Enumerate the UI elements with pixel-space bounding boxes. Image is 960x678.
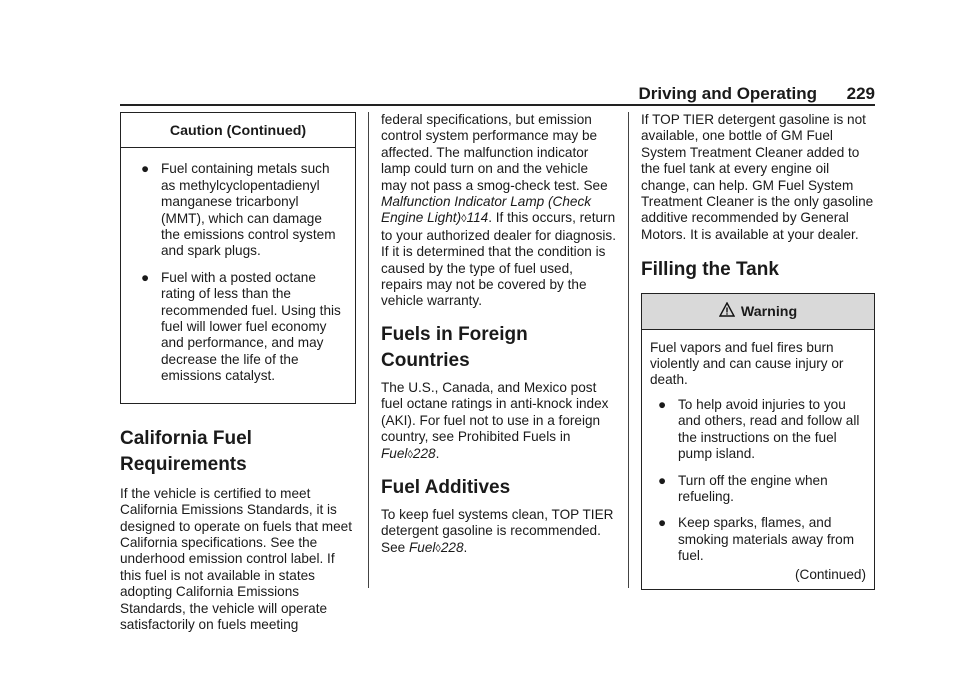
foreign-text: The U.S., Canada, and Mexico post fuel octane ratings in anti-knock index (AKI). For fuel not to use in a foreign country, see Prohibited Fuels in — [381, 379, 609, 445]
foreign-text: . — [435, 445, 440, 461]
additives-text: . — [463, 539, 468, 555]
warning-icon — [719, 302, 735, 318]
caution-title: Caution (Continued) — [121, 113, 355, 148]
caution-bullet-text: Fuel containing metals such as methylcyclopentadienyl manganese tricarbonyl (MMT), which can damage the emissions control system and spark plugs. — [161, 161, 336, 259]
emission-paragraph — [381, 112, 617, 310]
column-2 — [381, 112, 617, 557]
bullet-icon: ● — [658, 472, 667, 488]
warning-bullet — [650, 515, 866, 564]
warning-intro: Fuel vapors and fuel fires burn violently and can cause injury or death. — [650, 339, 844, 388]
mil-page-ref[interactable]: 114 — [466, 210, 489, 226]
warning-header — [642, 294, 874, 329]
warning-bullet — [650, 473, 866, 506]
header-rule — [120, 104, 875, 106]
additives-text: To keep fuel systems clean, TOP TIER detergent gasoline is recommended. See — [381, 506, 614, 555]
mil-link[interactable]: Malfunction Indicator Lamp (Check Engine Light) — [381, 194, 592, 226]
section-title: Driving and Operating — [638, 84, 817, 103]
warning-bullet-text: Keep sparks, flames, and smoking materials away from fuel. — [678, 515, 855, 564]
fuel-link[interactable]: Fuel — [381, 445, 408, 461]
fuel-page-ref[interactable]: 228 — [412, 445, 436, 461]
column-divider — [368, 112, 369, 588]
page-header — [120, 84, 875, 104]
filling-heading: Filling the Tank — [641, 259, 779, 281]
california-body: If the vehicle is certified to meet California Emissions Standards, it is designed to operate on fuels that meet California specifications. See the underhood emission control label. If this fuel is not available in states adopting California Emissions Standards, the vehicle will operate satisfactorily on fuels meeting — [120, 485, 353, 632]
column-1 — [120, 112, 356, 633]
fuel-page-ref[interactable]: 228 — [440, 539, 464, 555]
emission-text: . If this occurs, return to your authorized dealer for diagnosis. If it is determined that the condition is caused by the type of fuel used, repairs may not be covered by the vehicle warranty. — [381, 210, 617, 309]
page-ref-icon: ◊ — [461, 213, 467, 226]
top-tier-paragraph: If TOP TIER detergent gasoline is not available, one bottle of GM Fuel System Treatment Cleaner added to the fuel tank at every engine oil change, can help. GM Fuel System Treatment Cleaner is the only gasoline additive recommended by General Motors. It is available at your dealer. — [641, 112, 874, 242]
page-number: 229 — [846, 84, 875, 103]
caution-bullet — [133, 161, 343, 259]
page-ref-icon: ◊ — [407, 448, 413, 461]
bullet-icon: ● — [658, 396, 667, 412]
additives-heading: Fuel Additives — [381, 476, 511, 498]
column-divider — [628, 112, 629, 588]
caution-bullet-text: Fuel with a posted octane rating of less than the recommended fuel. Using this fuel will lower fuel economy and performance, and may decrease the life of the emissions catalyst. — [161, 269, 341, 384]
bullet-icon: ● — [141, 269, 150, 285]
warning-title: Warning — [740, 304, 798, 321]
caution-box — [120, 112, 356, 404]
warning-bullet-text: Turn off the engine when refueling. — [678, 472, 828, 504]
additives-paragraph — [381, 507, 617, 557]
warning-bullet — [650, 397, 866, 463]
warning-body — [642, 330, 874, 589]
continued-label: (Continued) — [794, 566, 866, 582]
foreign-paragraph — [381, 380, 617, 463]
california-heading: California Fuel Requirements — [120, 427, 252, 475]
page-ref-icon: ◊ — [435, 542, 441, 555]
caution-body — [121, 148, 355, 402]
caution-bullet — [133, 270, 343, 385]
column-3 — [641, 112, 877, 590]
foreign-heading: Fuels in Foreign Countries — [381, 323, 528, 371]
bullet-icon: ● — [141, 161, 150, 177]
fuel-link[interactable]: Fuel — [408, 539, 436, 555]
bullet-icon: ● — [658, 515, 667, 531]
emission-text: federal specifications, but emission control system performance may be affected. The malfunction indicator lamp could turn on and the vehicle may not pass a smog-check test. See — [381, 112, 608, 193]
warning-box — [641, 293, 875, 590]
warning-bullet-text: To help avoid injuries to you and others, read and follow all the instructions on the fuel pump island. — [678, 396, 860, 462]
